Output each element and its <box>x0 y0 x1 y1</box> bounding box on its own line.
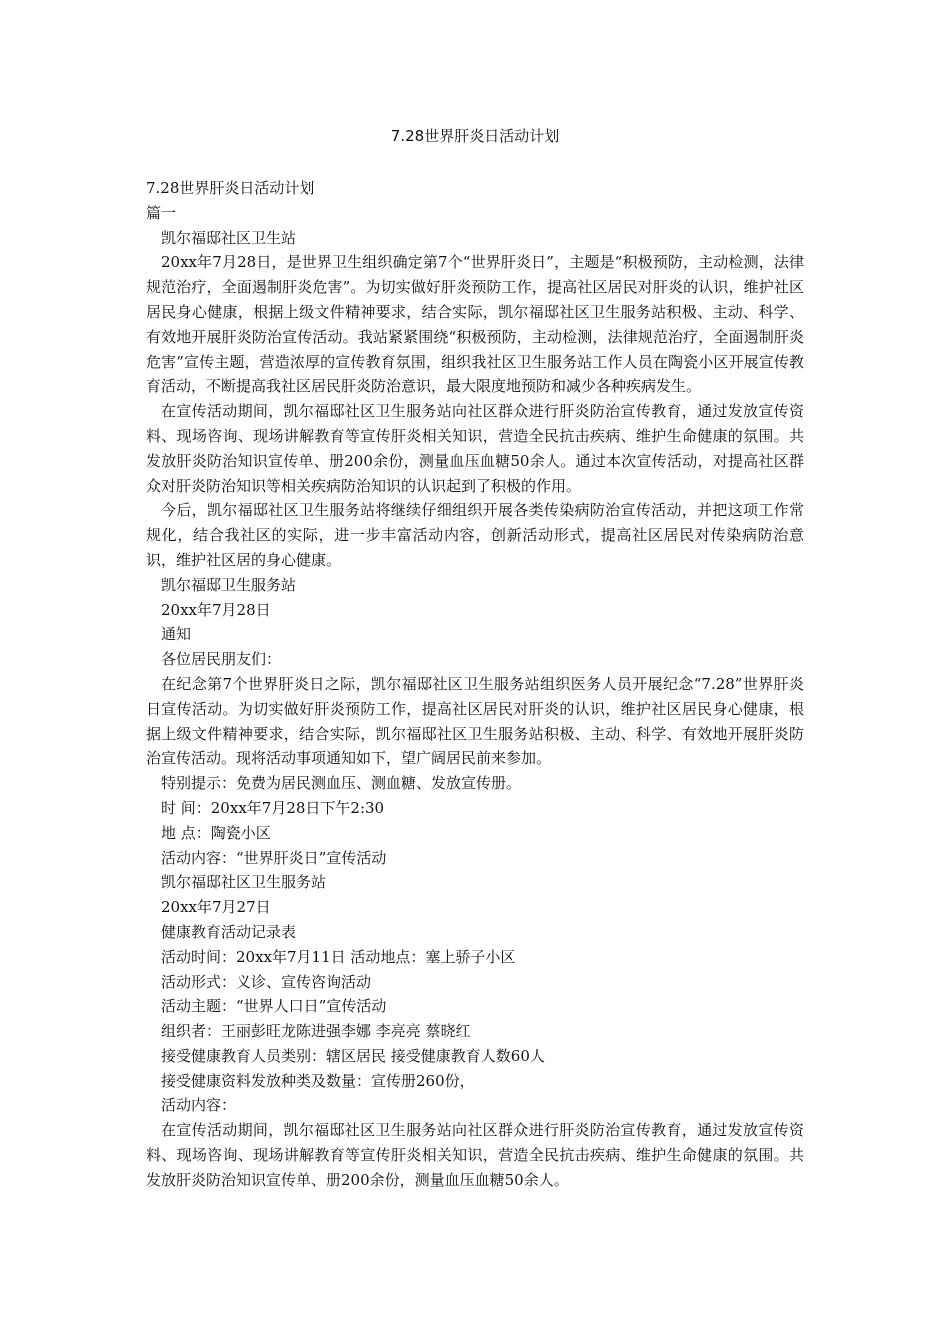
paragraph: 活动内容：“世界肝炎日”宣传活动 <box>161 848 387 867</box>
document-subtitle: 7.28世界肝炎日活动计划 <box>146 179 315 197</box>
paragraph: 凯尔福邸社区卫生服务站 <box>161 873 327 892</box>
paragraph: 活动主题：“世界人口日”宣传活动 <box>161 997 387 1016</box>
section-label: 篇一 <box>146 203 177 222</box>
paragraph: 在宣传活动期间，凯尔福邸社区卫生服务站向社区群众进行肝炎防治宣传教育，通过发放宣传资料、现场咨询、现场讲解教育等宣传肝炎相关知识，营造全民抗击疾病、维护生命健康的氛围。共发放肝炎防治知识宣传单、册200余份，测量血压血糖50余人。通过本次宣传活动，对提高社区群众对肝炎防治知识等相关疾病防治知识的认识起到了积极的作用。 <box>146 402 804 495</box>
paragraph: 组织者：王丽彭旺龙陈进强李娜 李亮亮 蔡晓红 <box>161 1022 471 1041</box>
paragraph: 接受健康资料发放种类及数量：宣传册260份， <box>161 1071 475 1090</box>
paragraph: 活动时间：20xx年7月11日 活动地点：塞上骄子小区 <box>161 947 516 966</box>
paragraph: 凯尔福邸卫生服务站 <box>161 575 297 594</box>
document-body <box>146 176 804 1193</box>
page-title: 7.28世界肝炎日活动计划 <box>390 127 560 145</box>
paragraph: 地 点：陶瓷小区 <box>161 823 271 842</box>
paragraph: 在宣传活动期间，凯尔福邸社区卫生服务站向社区群众进行肝炎防治宣传教育，通过发放宣传资料、现场咨询、现场讲解教育等宣传肝炎相关知识，营造全民抗击疾病、维护生命健康的氛围。共发放肝炎防治知识宣传单、册200余份，测量血压血糖50余人。 <box>146 1121 804 1189</box>
paragraph: 20xx年7月28日，是世界卫生组织确定第7个“世界肝炎日”，主题是“积极预防，主动检测，法律规范治疗，全面遏制肝炎危害”。为切实做好肝炎预防工作，提高社区居民对肝炎的认识，维护社区居民身心健康，根据上级文件精神要求，结合实际，凯尔福邸社区卫生服务站积极、主动、科学、有效地开展肝炎防治宣传活动。我站紧紧围绕“积极预防，主动检测，法律规范治疗，全面遏制肝炎危害”宣传主题，营造浓厚的宣传教育氛围，组织我社区卫生服务站工作人员在陶瓷小区开展宣传教育活动，不断提高我社区居民肝炎防治意识，最大限度地预防和减少各种疾病发生。 <box>146 253 804 396</box>
paragraph: 特别提示：免费为居民测血压、测血糖、发放宣传册。 <box>161 774 522 793</box>
paragraph: 通知 <box>161 625 192 644</box>
paragraph: 各位居民朋友们： <box>161 650 282 669</box>
paragraph: 今后，凯尔福邸社区卫生服务站将继续仔细组织开展各类传染病防治宣传活动，并把这项工作常规化，结合我社区的实际，进一步丰富活动内容，创新活动形式，提高社区居民对传染病防治意识，维护社区居的身心健康。 <box>146 501 804 569</box>
paragraph: 20xx年7月28日 <box>161 600 271 619</box>
paragraph: 20xx年7月27日 <box>161 898 271 917</box>
paragraph: 活动内容： <box>161 1096 237 1115</box>
paragraph: 接受健康教育人员类别：辖区居民 接受健康教育人数60人 <box>161 1046 545 1065</box>
paragraph: 活动形式：义诊、宣传咨询活动 <box>161 972 372 991</box>
paragraph: 在纪念第7个世界肝炎日之际，凯尔福邸社区卫生服务站组织医务人员开展纪念“7.28”世界肝炎日宣传活动。为切实做好肝炎预防工作，提高社区居民对肝炎的认识，维护社区居民身心健康，根据上级文件精神要求，结合实际，凯尔福邸社区卫生服务站积极、主动、科学、有效地开展肝炎防治宣传活动。现将活动事项通知如下，望广阔居民前来参加。 <box>146 674 804 768</box>
paragraph: 凯尔福邸社区卫生站 <box>161 228 297 247</box>
paragraph: 时 间：20xx年7月28日下午2:30 <box>161 798 385 817</box>
paragraph: 健康教育活动记录表 <box>161 922 297 941</box>
